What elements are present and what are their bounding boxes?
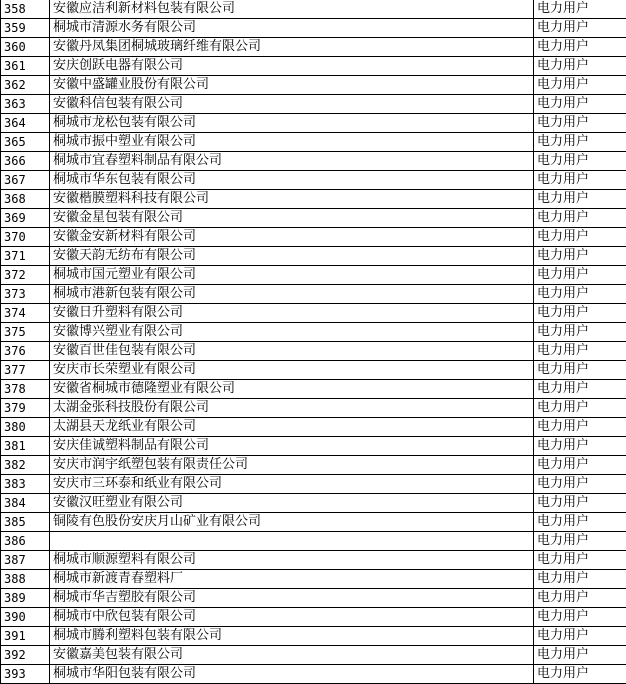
company-name-cell[interactable]: 安徽科信包装有限公司 — [50, 95, 534, 114]
row-number-cell[interactable]: 376 — [1, 342, 50, 361]
table-row — [1, 589, 626, 608]
row-number-cell[interactable]: 378 — [1, 380, 50, 399]
user-type-cell[interactable]: 电力用户 — [534, 323, 626, 342]
table-row — [1, 418, 626, 437]
user-type-cell[interactable]: 电力用户 — [534, 589, 626, 608]
company-name-cell[interactable]: 安徽博兴塑业有限公司 — [50, 323, 534, 342]
row-number-cell[interactable]: 367 — [1, 171, 50, 190]
table-row — [1, 38, 626, 57]
user-type-cell[interactable]: 电力用户 — [534, 342, 626, 361]
row-number-cell[interactable]: 393 — [1, 665, 50, 684]
table-row — [1, 247, 626, 266]
user-type-cell[interactable]: 电力用户 — [534, 19, 626, 38]
company-name-cell[interactable]: 安徽省桐城市德隆塑业有限公司 — [50, 380, 534, 399]
table-row — [1, 361, 626, 380]
row-number-cell[interactable]: 389 — [1, 589, 50, 608]
table-row — [1, 19, 626, 38]
table-row — [1, 95, 626, 114]
row-number-cell[interactable]: 366 — [1, 152, 50, 171]
table-row — [1, 513, 626, 532]
user-type-cell[interactable]: 电力用户 — [534, 266, 626, 285]
row-number-cell[interactable]: 381 — [1, 437, 50, 456]
table-row — [1, 76, 626, 95]
table-row — [1, 304, 626, 323]
user-type-cell[interactable]: 电力用户 — [534, 475, 626, 494]
user-type-cell[interactable]: 电力用户 — [534, 646, 626, 665]
table-row — [1, 0, 626, 19]
table-row — [1, 551, 626, 570]
row-number-cell[interactable]: 384 — [1, 494, 50, 513]
row-number-cell[interactable]: 371 — [1, 247, 50, 266]
table-row — [1, 190, 626, 209]
table-row — [1, 266, 626, 285]
table-row — [1, 399, 626, 418]
user-type-cell[interactable]: 电力用户 — [534, 418, 626, 437]
company-name-cell[interactable]: 桐城市华吉塑胶有限公司 — [50, 589, 534, 608]
user-type-cell[interactable]: 电力用户 — [534, 380, 626, 399]
table-row — [1, 665, 626, 684]
company-name-cell[interactable]: 安庆市润宇纸塑包装有限责任公司 — [50, 456, 534, 475]
table-row — [1, 456, 626, 475]
table-row — [1, 209, 626, 228]
company-name-cell[interactable]: 桐城市华东包装有限公司 — [50, 171, 534, 190]
company-name-cell[interactable]: 安庆佳诚塑料制品有限公司 — [50, 437, 534, 456]
row-number-cell[interactable]: 360 — [1, 38, 50, 57]
company-name-cell[interactable]: 桐城市国元塑业有限公司 — [50, 266, 534, 285]
company-name-cell[interactable]: 安徽嘉美包装有限公司 — [50, 646, 534, 665]
row-number-cell[interactable]: 377 — [1, 361, 50, 380]
table-row — [1, 152, 626, 171]
company-name-cell[interactable]: 桐城市清源水务有限公司 — [50, 19, 534, 38]
company-name-cell[interactable]: 安徽楷膜塑料科技有限公司 — [50, 190, 534, 209]
user-type-cell[interactable]: 电力用户 — [534, 133, 626, 152]
user-type-cell[interactable]: 电力用户 — [534, 570, 626, 589]
table-row — [1, 608, 626, 627]
company-name-cell[interactable]: 安徽汉旺塑业有限公司 — [50, 494, 534, 513]
company-name-cell[interactable]: 桐城市新渡青春塑料厂 — [50, 570, 534, 589]
row-number-cell[interactable]: 382 — [1, 456, 50, 475]
table-row — [1, 646, 626, 665]
row-number-cell[interactable]: 386 — [1, 532, 50, 551]
user-type-cell[interactable]: 电力用户 — [534, 456, 626, 475]
user-type-cell[interactable]: 电力用户 — [534, 0, 626, 19]
row-number-cell[interactable]: 392 — [1, 646, 50, 665]
user-type-cell[interactable]: 电力用户 — [534, 627, 626, 646]
user-type-cell[interactable]: 电力用户 — [534, 152, 626, 171]
row-number-cell[interactable]: 387 — [1, 551, 50, 570]
table-row — [1, 475, 626, 494]
row-number-cell[interactable]: 391 — [1, 627, 50, 646]
row-number-cell[interactable]: 383 — [1, 475, 50, 494]
user-type-cell[interactable]: 电力用户 — [534, 665, 626, 684]
table-row — [1, 380, 626, 399]
company-name-cell[interactable]: 安徽中盛罐业股份有限公司 — [50, 76, 534, 95]
company-name-cell[interactable]: 桐城市港新包装有限公司 — [50, 285, 534, 304]
company-name-cell[interactable]: 安徽金安新材料有限公司 — [50, 228, 534, 247]
company-name-cell[interactable]: 安徽天韵无纺布有限公司 — [50, 247, 534, 266]
user-type-cell[interactable]: 电力用户 — [534, 437, 626, 456]
row-number-cell[interactable]: 390 — [1, 608, 50, 627]
user-type-cell[interactable]: 电力用户 — [534, 190, 626, 209]
company-name-cell[interactable]: 桐城市顺源塑料有限公司 — [50, 551, 534, 570]
table-row — [1, 494, 626, 513]
user-type-cell[interactable]: 电力用户 — [534, 114, 626, 133]
user-type-cell[interactable]: 电力用户 — [534, 209, 626, 228]
company-name-cell[interactable]: 安庆市三环泰和纸业有限公司 — [50, 475, 534, 494]
company-name-cell[interactable]: 桐城市振中塑业有限公司 — [50, 133, 534, 152]
table-row — [1, 570, 626, 589]
user-type-cell[interactable]: 电力用户 — [534, 57, 626, 76]
row-number-cell[interactable]: 368 — [1, 190, 50, 209]
company-name-cell[interactable]: 安徽应洁利新材料包装有限公司 — [50, 0, 534, 19]
user-type-cell[interactable]: 电力用户 — [534, 38, 626, 57]
company-name-cell[interactable]: 桐城市腾利塑料包装有限公司 — [50, 627, 534, 646]
row-number-cell[interactable]: 385 — [1, 513, 50, 532]
row-number-cell[interactable]: 375 — [1, 323, 50, 342]
table-row — [1, 342, 626, 361]
row-number-cell[interactable]: 370 — [1, 228, 50, 247]
user-type-cell[interactable]: 电力用户 — [534, 608, 626, 627]
company-name-cell[interactable]: 桐城市龙松包装有限公司 — [50, 114, 534, 133]
company-name-cell[interactable]: 安庆创跃电器有限公司 — [50, 57, 534, 76]
company-name-cell[interactable]: 太湖县天龙纸业有限公司 — [50, 418, 534, 437]
user-type-cell[interactable]: 电力用户 — [534, 532, 626, 551]
row-number-cell[interactable]: 369 — [1, 209, 50, 228]
row-number-cell[interactable]: 359 — [1, 19, 50, 38]
table-row — [1, 627, 626, 646]
row-number-cell[interactable]: 372 — [1, 266, 50, 285]
table-row — [1, 323, 626, 342]
table-row — [1, 133, 626, 152]
row-number-cell[interactable]: 380 — [1, 418, 50, 437]
user-type-cell[interactable]: 电力用户 — [534, 95, 626, 114]
user-type-cell[interactable]: 电力用户 — [534, 247, 626, 266]
row-number-cell[interactable]: 364 — [1, 114, 50, 133]
user-type-cell[interactable]: 电力用户 — [534, 361, 626, 380]
table-row — [1, 57, 626, 76]
row-number-cell[interactable]: 374 — [1, 304, 50, 323]
row-number-cell[interactable]: 373 — [1, 285, 50, 304]
user-type-cell[interactable]: 电力用户 — [534, 228, 626, 247]
row-number-cell[interactable]: 363 — [1, 95, 50, 114]
table-row — [1, 437, 626, 456]
table-row — [1, 171, 626, 190]
company-name-cell[interactable]: 安徽日升塑料有限公司 — [50, 304, 534, 323]
table-row — [1, 285, 626, 304]
table-body — [1, 0, 626, 684]
company-name-cell[interactable] — [50, 532, 534, 551]
table-row — [1, 532, 626, 551]
row-number-cell[interactable]: 388 — [1, 570, 50, 589]
user-type-cell[interactable]: 电力用户 — [534, 551, 626, 570]
row-number-cell[interactable]: 361 — [1, 57, 50, 76]
user-type-cell[interactable]: 电力用户 — [534, 513, 626, 532]
company-name-cell[interactable]: 安庆市长荣塑业有限公司 — [50, 361, 534, 380]
row-number-cell[interactable]: 358 — [1, 0, 50, 19]
row-number-cell[interactable]: 379 — [1, 399, 50, 418]
user-type-cell[interactable]: 电力用户 — [534, 399, 626, 418]
company-name-cell[interactable]: 铜陵有色股份安庆月山矿业有限公司 — [50, 513, 534, 532]
user-type-cell[interactable]: 电力用户 — [534, 285, 626, 304]
company-name-cell[interactable]: 桐城市华阳包装有限公司 — [50, 665, 534, 684]
user-type-cell[interactable]: 电力用户 — [534, 304, 626, 323]
user-type-cell[interactable]: 电力用户 — [534, 494, 626, 513]
company-name-cell[interactable]: 安徽百世佳包装有限公司 — [50, 342, 534, 361]
row-number-cell[interactable]: 362 — [1, 76, 50, 95]
company-name-cell[interactable]: 安徽金星包装有限公司 — [50, 209, 534, 228]
row-number-cell[interactable]: 365 — [1, 133, 50, 152]
user-type-cell[interactable]: 电力用户 — [534, 171, 626, 190]
company-name-cell[interactable]: 安徽丹凤集团桐城玻璃纤维有限公司 — [50, 38, 534, 57]
company-name-cell[interactable]: 桐城市中欣包装有限公司 — [50, 608, 534, 627]
company-name-cell[interactable]: 太湖金张科技股份有限公司 — [50, 399, 534, 418]
company-name-cell[interactable]: 桐城市宜春塑料制品有限公司 — [50, 152, 534, 171]
table-row — [1, 228, 626, 247]
user-type-cell[interactable]: 电力用户 — [534, 76, 626, 95]
table-row — [1, 114, 626, 133]
